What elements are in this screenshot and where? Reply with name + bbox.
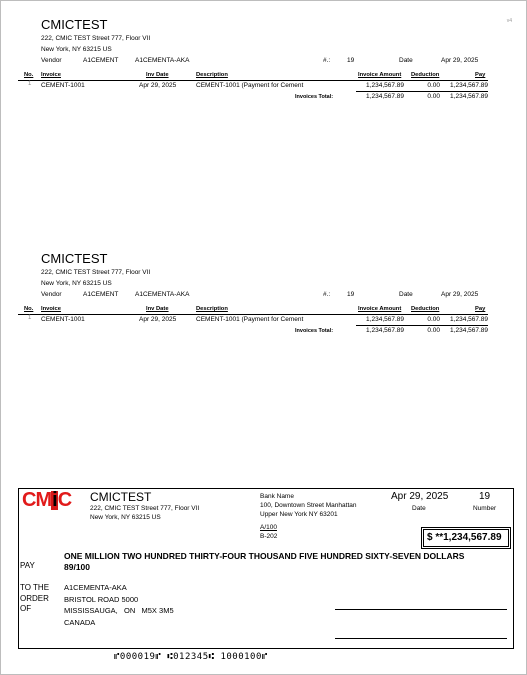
stub-address-line1: 222, CMIC TEST Street 777, Floor VII [41, 35, 151, 42]
cheque-company-name: CMICTEST [90, 490, 152, 504]
row-invoice-amount: 1,234,567.89 [366, 316, 404, 323]
row-number: 1 [28, 315, 32, 321]
totals-label: Invoices Total: [295, 94, 334, 100]
corner-mark: v4 [506, 18, 512, 24]
order-label-line1: TO THE [20, 583, 50, 592]
logo-text: CMiC [22, 489, 72, 511]
total-pay: 1,234,567.89 [450, 327, 488, 334]
number-value: 19 [347, 291, 355, 298]
routing-fraction-bottom: B-202 [260, 533, 278, 540]
col-header-invoice: Invoice [41, 306, 61, 312]
row-pay: 1,234,567.89 [450, 82, 488, 89]
micr-line: ⑈000019⑈ ⑆012345⑆ 1000100⑈ [114, 652, 268, 662]
cheque-date-label: Date [412, 505, 426, 512]
total-invoice-amount: 1,234,567.89 [366, 327, 404, 334]
vendor-name: A1CEMENTA-AKA [135, 57, 190, 64]
order-label-line2: ORDER [20, 593, 49, 603]
date-value: Apr 29, 2025 [441, 57, 479, 64]
payee-name: A1CEMENTA-AKA [64, 583, 127, 592]
col-header-no: No. [24, 72, 34, 78]
header-rule [18, 80, 488, 81]
total-invoice-amount: 1,234,567.89 [366, 93, 404, 100]
stub-company-name: CMICTEST [41, 251, 108, 266]
totals-label: Invoices Total: [295, 328, 334, 334]
row-invoice: CEMENT-1001 [41, 82, 85, 89]
vendor-code: A1CEMENT [83, 291, 119, 298]
row-inv-date: Apr 29, 2025 [139, 82, 177, 89]
payee-address2: MISSISSAUGA, ON M5X 3M5 [64, 606, 174, 615]
vendor-name: A1CEMENTA-AKA [135, 291, 190, 298]
cheque-address-line1: 222, CMIC TEST Street 777, Floor VII [90, 505, 200, 512]
amount-box: $ **1,234,567.89 [423, 529, 509, 547]
total-pay: 1,234,567.89 [450, 93, 488, 100]
vendor-label: Vendor [41, 291, 62, 298]
amount-in-words: ONE MILLION TWO HUNDRED THIRTY-FOUR THOUSAND FIVE HUNDRED SIXTY-SEVEN DOLLARS [64, 551, 465, 561]
cheque-address-line2: New York, NY 63215 US [90, 514, 161, 521]
date-label: Date [399, 291, 413, 298]
cheque-date-value: Apr 29, 2025 [391, 491, 449, 502]
row-deduction: 0.00 [427, 316, 440, 323]
row-invoice-amount: 1,234,567.89 [366, 82, 404, 89]
bank-address-line2: Upper New York NY 63201 [260, 511, 338, 518]
row-inv-date: Apr 29, 2025 [139, 316, 177, 323]
col-header-description: Description [196, 72, 228, 78]
col-header-inv-date: Inv Date [146, 72, 169, 78]
totals-rule [356, 91, 488, 92]
row-number: 1 [28, 81, 32, 87]
row-description: CEMENT-1001 (Payment for Cement [196, 82, 304, 89]
cheque-number-value: 19 [479, 491, 491, 502]
payee-block [64, 582, 174, 628]
vendor-label: Vendor [41, 57, 62, 64]
total-deduction: 0.00 [427, 327, 440, 334]
col-header-inv-date: Inv Date [146, 306, 169, 312]
row-description: CEMENT-1001 (Payment for Cement [196, 316, 304, 323]
col-header-deduction: Deduction [411, 306, 440, 312]
col-header-description: Description [196, 306, 228, 312]
number-label: #.: [323, 291, 331, 298]
col-header-pay: Pay [475, 72, 486, 78]
date-value: Apr 29, 2025 [441, 291, 479, 298]
row-deduction: 0.00 [427, 82, 440, 89]
col-header-invoice-amount: Invoice Amount [358, 72, 402, 78]
payee-country: CANADA [64, 617, 96, 627]
signature-line-2 [335, 638, 507, 639]
pay-label: PAY [20, 561, 35, 570]
vendor-code: A1CEMENT [83, 57, 119, 64]
stub-company-name: CMICTEST [41, 17, 108, 32]
col-header-no: No. [24, 306, 34, 312]
stub-address-line1: 222, CMIC TEST Street 777, Floor VII [41, 269, 151, 276]
cheque [18, 488, 514, 649]
total-deduction: 0.00 [427, 93, 440, 100]
payee-address1: BRISTOL ROAD 5000 [64, 594, 139, 604]
date-label: Date [399, 57, 413, 64]
amount-cents: 89/100 [64, 562, 90, 572]
number-value: 19 [347, 57, 355, 64]
col-header-deduction: Deduction [411, 72, 440, 78]
signature-line-1 [335, 609, 507, 610]
row-invoice: CEMENT-1001 [41, 316, 85, 323]
totals-rule [356, 325, 488, 326]
number-label: #.: [323, 57, 331, 64]
col-header-invoice-amount: Invoice Amount [358, 306, 402, 312]
to-the-order-of-label [20, 583, 49, 615]
stub-address-line2: New York, NY 63215 US [41, 280, 112, 287]
header-rule [18, 314, 488, 315]
col-header-invoice: Invoice [41, 72, 61, 78]
cheque-number-label: Number [473, 505, 497, 512]
row-pay: 1,234,567.89 [450, 316, 488, 323]
stub-address-line2: New York, NY 63215 US [41, 46, 112, 53]
order-label-line3: OF [20, 604, 32, 613]
col-header-pay: Pay [475, 306, 486, 312]
company-logo [22, 491, 90, 510]
bank-name: Bank Name [260, 493, 294, 500]
routing-fraction-top: A/100 [260, 524, 277, 531]
bank-address-line1: 100, Downtown Street Manhattan [260, 502, 357, 509]
